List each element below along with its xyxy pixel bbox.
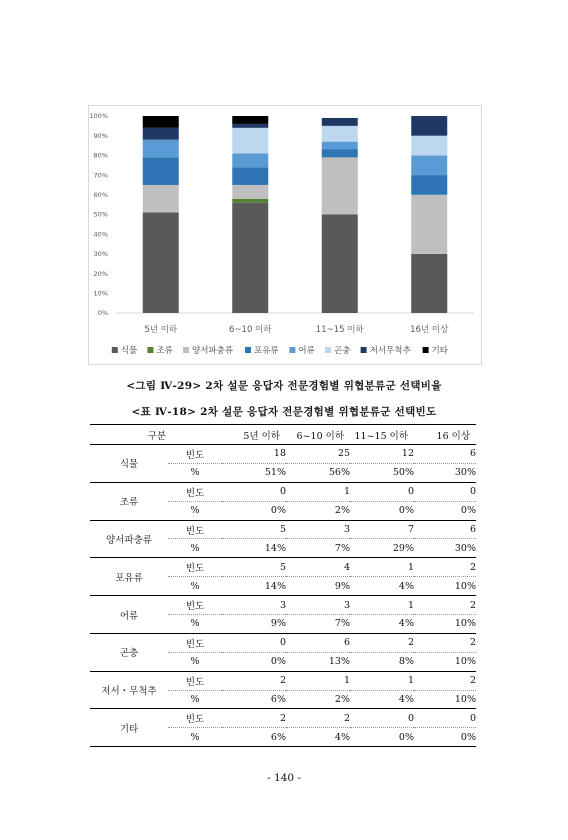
freq-cell: 7 <box>407 524 414 535</box>
freq-cell: 6 <box>469 448 476 460</box>
table-row <box>90 558 476 577</box>
y-tick-label: 50% <box>93 210 108 219</box>
table-row <box>90 633 476 652</box>
row-group-label: 어류 <box>90 596 168 634</box>
legend-label: 곤충 <box>334 346 351 356</box>
pct-cell: 2% <box>286 690 350 709</box>
stacked-bar-chart <box>89 106 481 364</box>
pct-cell: 0% <box>350 728 414 747</box>
metric-label-pct: % <box>168 501 222 520</box>
pct-cell: 13% <box>286 652 350 671</box>
pct-cell: 0% <box>350 501 414 520</box>
pct-cell: 51% <box>222 463 286 482</box>
freq-cell: 2 <box>469 675 476 687</box>
pct-cell: 29% <box>350 539 414 558</box>
metric-label-freq: 빈도 <box>185 525 205 537</box>
freq-cell: 4 <box>343 561 350 573</box>
metric-label-freq: 빈도 <box>185 601 205 613</box>
header-col-2: 6~10 이하 <box>286 425 350 445</box>
metric-label-pct: % <box>168 539 222 558</box>
pct-cell: 50% <box>350 463 414 482</box>
freq-cell: 5 <box>279 524 286 535</box>
row-group-label: 양서파충류 <box>90 520 168 558</box>
bar-segment-1 <box>411 254 447 313</box>
freq-cell: 0 <box>469 486 476 498</box>
bar-segment-1 <box>232 203 268 313</box>
metric-label-pct: % <box>168 615 222 634</box>
freq-cell: 2 <box>279 675 286 687</box>
freq-cell: 2 <box>469 561 476 573</box>
legend-swatch <box>423 347 429 353</box>
freq-cell: 1 <box>407 561 414 573</box>
table-row <box>90 445 476 464</box>
header-col-4: 16 이상 <box>414 425 476 445</box>
header-metric <box>168 425 222 445</box>
chart-container <box>88 105 482 365</box>
bar-segment-8 <box>232 116 268 124</box>
freq-cell: 2 <box>469 637 476 649</box>
row-group-label: 기타 <box>90 709 168 747</box>
legend-swatch <box>147 347 153 353</box>
freq-cell: 0 <box>407 486 414 498</box>
bar-segment-7 <box>143 128 179 140</box>
table-row <box>90 482 476 501</box>
pct-cell: 30% <box>414 463 476 482</box>
pct-cell: 14% <box>222 577 286 596</box>
freq-cell: 0 <box>407 712 414 724</box>
y-tick-label: 40% <box>93 230 108 239</box>
pct-cell: 30% <box>414 539 476 558</box>
legend-label: 포유류 <box>254 346 279 356</box>
pct-cell: 10% <box>414 615 476 634</box>
row-group-label: 식물 <box>90 445 168 483</box>
legend-swatch <box>325 347 331 353</box>
freq-cell: 0 <box>279 637 286 649</box>
freq-cell: 1 <box>343 675 350 687</box>
legend-swatch <box>289 347 295 353</box>
pct-cell: 7% <box>286 539 350 558</box>
pct-cell: 56% <box>286 463 350 482</box>
freq-cell: 18 <box>273 448 286 460</box>
pct-cell: 8% <box>350 652 414 671</box>
freq-cell: 6 <box>469 524 476 535</box>
freq-cell: 25 <box>337 448 350 460</box>
table-header-row <box>90 425 476 445</box>
bar-segment-2 <box>232 199 268 203</box>
pct-cell: 2% <box>286 501 350 520</box>
header-group: 구분 <box>90 425 168 445</box>
table-body <box>90 445 476 747</box>
bar-segment-3 <box>411 195 447 254</box>
pct-cell: 9% <box>286 577 350 596</box>
y-tick-label: 60% <box>93 191 108 199</box>
metric-label-pct: % <box>168 577 222 596</box>
table-row <box>90 671 476 690</box>
freq-cell: 2 <box>407 637 414 649</box>
legend-label: 조류 <box>156 346 173 356</box>
y-tick-label: 20% <box>93 269 108 278</box>
page-number: - 140 - <box>267 772 301 784</box>
pct-cell: 6% <box>222 690 286 709</box>
freq-cell: 0 <box>469 712 476 724</box>
bar-segment-4 <box>411 175 447 195</box>
pct-cell: 10% <box>414 652 476 671</box>
bar-segment-5 <box>322 142 358 150</box>
header-col-1: 5년 이하 <box>222 425 286 445</box>
pct-cell: 4% <box>350 577 414 596</box>
x-category-label: 6~10 이하 <box>229 325 272 335</box>
bar-segment-1 <box>143 213 179 313</box>
pct-cell: 14% <box>222 539 286 558</box>
bar-segment-3 <box>322 157 358 214</box>
x-category-label: 11~15 이하 <box>315 325 364 335</box>
pct-cell: 0% <box>222 501 286 520</box>
bar-segment-5 <box>232 153 268 167</box>
pct-cell: 0% <box>414 501 476 520</box>
legend-label: 저서무척추 <box>369 346 411 356</box>
pct-cell: 10% <box>414 577 476 596</box>
bar-segment-3 <box>232 185 268 199</box>
row-group-label: 곤충 <box>90 633 168 671</box>
figure-caption: <그림 Ⅳ-29> 2차 설문 응답자 전문경험별 위협분류군 선택비율 <box>126 380 442 392</box>
pct-cell: 4% <box>350 615 414 634</box>
bar-segment-8 <box>143 116 179 128</box>
bar-segment-7 <box>232 124 268 128</box>
y-tick-label: 0% <box>97 309 108 318</box>
pct-cell: 0% <box>414 728 476 747</box>
frequency-table <box>90 424 476 747</box>
metric-label-freq: 빈도 <box>185 487 205 499</box>
freq-cell: 1 <box>407 675 414 687</box>
metric-label-pct: % <box>168 652 222 671</box>
freq-cell: 2 <box>279 712 286 724</box>
freq-cell: 3 <box>343 524 350 535</box>
table-row <box>90 596 476 615</box>
pct-cell: 4% <box>286 728 350 747</box>
freq-cell: 1 <box>407 599 414 611</box>
pct-cell: 6% <box>222 728 286 747</box>
y-tick-label: 80% <box>93 151 108 160</box>
freq-cell: 0 <box>279 486 286 498</box>
bar-segment-3 <box>143 185 179 213</box>
bar-segment-4 <box>232 167 268 185</box>
bar-segment-1 <box>322 215 358 314</box>
freq-cell: 3 <box>279 599 286 611</box>
legend-swatch <box>245 347 251 353</box>
y-tick-label: 70% <box>93 171 108 180</box>
header-col-3: 11~15 이하 <box>350 425 414 445</box>
legend-swatch <box>361 347 367 353</box>
bar-segment-5 <box>411 155 447 175</box>
pct-cell: 4% <box>350 690 414 709</box>
metric-label-pct: % <box>168 690 222 709</box>
legend-label: 기타 <box>431 346 449 356</box>
metric-label-pct: % <box>168 728 222 747</box>
row-group-label: 저서・무척추 <box>90 671 168 709</box>
y-tick-label: 10% <box>93 289 108 298</box>
bar-segment-7 <box>411 116 447 136</box>
bar-segment-4 <box>143 157 179 185</box>
freq-cell: 5 <box>279 561 286 573</box>
pct-cell: 0% <box>222 652 286 671</box>
table-row <box>90 520 476 539</box>
x-category-label: 5년 이하 <box>144 325 178 335</box>
freq-cell: 12 <box>401 448 414 460</box>
legend-swatch <box>112 347 118 353</box>
metric-label-freq: 빈도 <box>185 714 205 726</box>
bar-segment-4 <box>322 149 358 157</box>
legend-label: 식물 <box>120 346 138 356</box>
bar-segment-6 <box>322 126 358 142</box>
y-tick-label: 90% <box>93 131 108 140</box>
freq-cell: 6 <box>343 637 350 649</box>
freq-cell: 3 <box>343 599 350 611</box>
bar-segment-6 <box>232 128 268 154</box>
y-tick-label: 100% <box>89 112 108 121</box>
legend-label: 어류 <box>298 346 315 356</box>
legend-label: 양서파충류 <box>192 346 234 356</box>
bar-segment-5 <box>143 140 179 158</box>
metric-label-pct: % <box>168 463 222 482</box>
table-caption: <표 Ⅳ-18> 2차 설문 응답자 전문경험별 위협분류군 선택빈도 <box>131 406 437 418</box>
freq-cell: 2 <box>343 712 350 724</box>
row-group-label: 조류 <box>90 482 168 520</box>
x-category-label: 16년 이상 <box>410 325 449 335</box>
metric-label-freq: 빈도 <box>185 638 205 650</box>
bar-segment-6 <box>411 136 447 156</box>
metric-label-freq: 빈도 <box>185 449 205 461</box>
metric-label-freq: 빈도 <box>185 676 205 688</box>
freq-cell: 2 <box>469 599 476 611</box>
y-tick-label: 30% <box>93 250 108 259</box>
pct-cell: 10% <box>414 690 476 709</box>
chart-legend <box>112 345 449 356</box>
metric-label-freq: 빈도 <box>185 563 205 575</box>
pct-cell: 9% <box>222 615 286 634</box>
pct-cell: 7% <box>286 615 350 634</box>
legend-swatch <box>183 347 189 353</box>
table-row <box>90 709 476 728</box>
bar-segment-7 <box>322 118 358 126</box>
freq-cell: 1 <box>343 486 350 498</box>
row-group-label: 포유류 <box>90 558 168 596</box>
